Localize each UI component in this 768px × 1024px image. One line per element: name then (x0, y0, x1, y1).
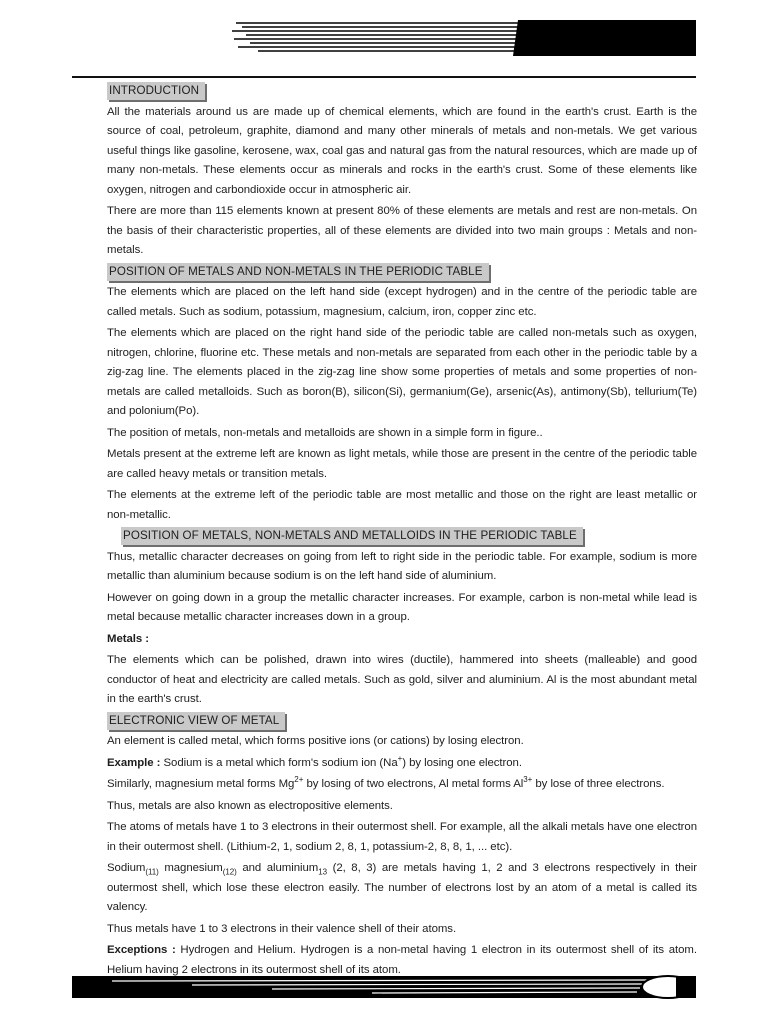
exceptions-label: Exceptions : (107, 944, 176, 956)
paragraph-similarly: Similarly, magnesium metal forms $Mg^{2+}$ by losing of two electrons, Al metal forms $Al^{3+}$ by lose of three electrons. (107, 775, 665, 790)
footer-decoration (72, 974, 696, 1000)
paragraph: However on going down in a group the metallic character increases. For example, carbon is non-metal while lead is metal because metallic character increases down in a group. (107, 591, 697, 623)
paragraph: Thus, metallic character decreases on going from left to right side in the periodic table. For example, sodium is more metallic than aluminium because sodium is on the left hand side of aluminium. (107, 550, 697, 582)
section-heading-position-metalloids: POSITION OF METALS, NON-METALS AND METALLOIDS IN THE PERIODIC TABLE (121, 527, 583, 545)
paragraph: Metals present at the extreme left are known as light metals, while those are present in the centre of the periodic table are called heavy metals or transition metals. (107, 448, 697, 480)
paragraph-sodium: Sodium$_{(11)}$ magnesium$_{(12)}$ and aluminium$_{13}$ (2, 8, 3) are metals having 1, 2 and 3 electrons respectively in their outermost shell, which lose these electron easily. The number of electrons lost by an atom of a metal is called its valency. (107, 862, 698, 913)
section-heading-introduction: INTRODUCTION (107, 82, 205, 100)
paragraph-example: Example : Sodium is a metal which form's sodium ion (Na+) by losing one electron. (107, 753, 522, 769)
paragraph: The position of metals, non-metals and metalloids are shown in a simple form in figure.. (107, 426, 543, 439)
header-decoration (228, 20, 696, 56)
section-heading-position-metals: POSITION OF METALS AND NON-METALS IN THE PERIODIC TABLE (107, 263, 489, 281)
paragraph: Thus metals have 1 to 3 electrons in their valence shell of their atoms. (107, 922, 457, 935)
document-body (107, 82, 697, 982)
paragraph: The elements which can be polished, drawn into wires (ductile), hammered into sheets (malleable) and good conductor of heat and electricity are called metals. Such as gold, silver and aluminium. Al is the most abundant metal in the earth's crust. (107, 654, 697, 705)
section-heading-electronic-view: ELECTRONIC VIEW OF METAL (107, 712, 285, 730)
paragraph: The elements which are placed on the right hand side of the periodic table are called non-metals such as oxygen, nitrogen, chlorine, fluorine etc. These metals and non-metals are separated from each other in the periodic table by a zig-zag line. The elements placed in the zig-zag line show some properties of metals and some properties of non-metals are called metalloids. Such as boron(B), silicon(Si), germanium(Ge), arsenic(As), antimony(Sb), tellurium(Te) and polonium(Po). (107, 327, 697, 417)
subheading-metals: Metals : (107, 632, 150, 645)
paragraph: The atoms of metals have 1 to 3 electrons in their outermost shell. For example, all the alkali metals have one electron in their outermost shell. (Lithium-2, 1, sodium 2, 8, 1, potassium-2, 8, 8, 1, ... etc). (107, 821, 697, 853)
paragraph: There are more than 115 elements known at present 80% of these elements are metals and rest are non-metals. On the basis of their characteristic properties, all of these elements are divided into two main groups : Metals and non-metals. (107, 205, 697, 256)
paragraph: All the materials around us are made up of chemical elements, which are found in the earth's crust. Earth is the source of coal, petroleum, graphite, diamond and many other minerals of metals and non-metals. We get various useful things like gasoline, kerosene, wax, coal gas and natural gas from the natural resources, which are made up of many non-metals. These elements occur as minerals and rocks in the earth's crust. Some of these elements like oxygen, nitrogen and carbondioxide occur in atmospheric air. (107, 105, 697, 196)
example-label: Example : (107, 756, 161, 769)
paragraph: The elements which are placed on the left hand side (except hydrogen) and in the centre of the periodic table are called metals. Such as sodium, potassium, magnesium, calcium, iron, copper zinc etc. (107, 286, 697, 318)
paragraph: The elements at the extreme left of the periodic table are most metallic and those on the right are least metallic or non-metallic. (107, 489, 697, 521)
paragraph: Thus, metals are also known as electropositive elements. (107, 799, 393, 812)
paragraph: An element is called metal, which forms positive ions (or cations) by losing electron. (107, 735, 524, 747)
header-rule (72, 76, 696, 78)
paragraph-exceptions: Exceptions : Hydrogen and Helium. Hydrogen is a non-metal having 1 electron in its outermost shell of its atom. Helium having 2 electrons in its outermost shell of its atom. (107, 944, 697, 976)
